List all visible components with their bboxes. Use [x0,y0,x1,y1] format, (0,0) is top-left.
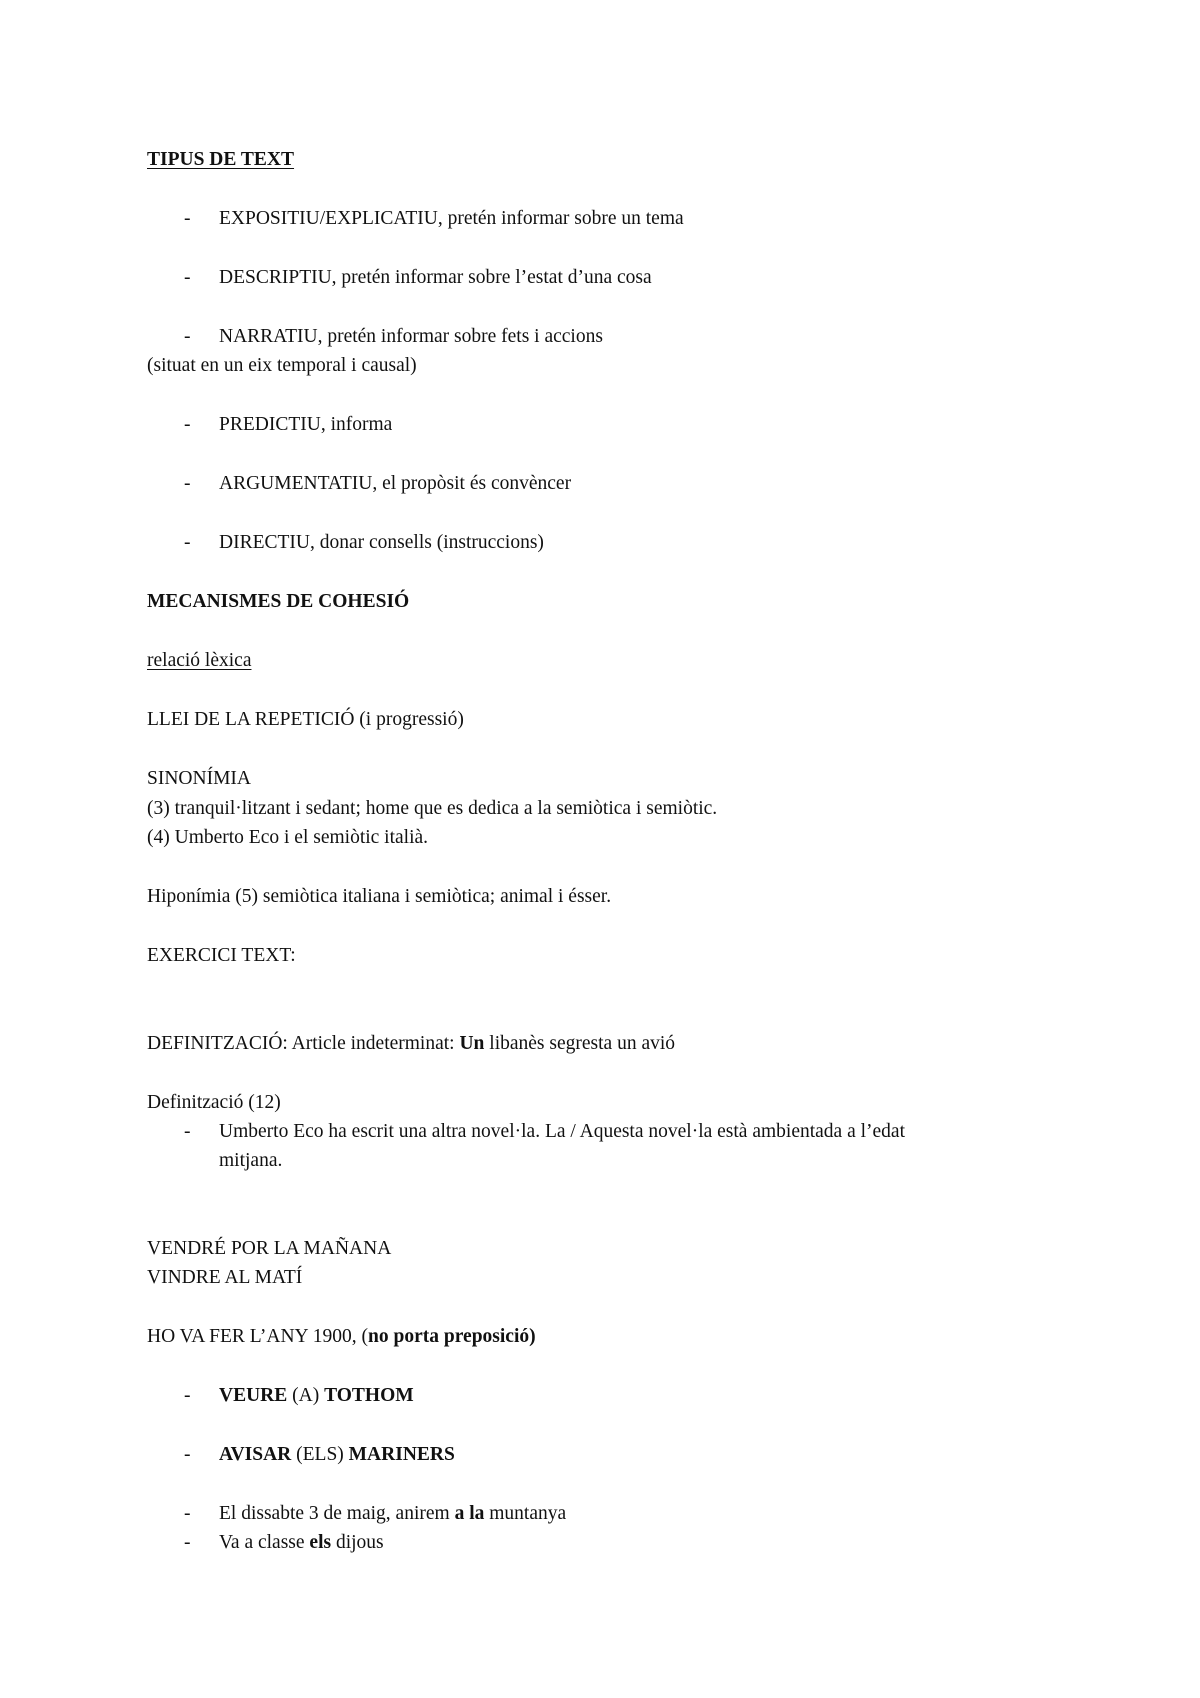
llei-repeticio: LLEI DE LA REPETICIÓ (i progressió) [147,709,464,730]
definitzacio-line [147,1034,675,1054]
list-item: EXPOSITIU/EXPLICATIU, pretén informar sobre un tema [219,208,684,229]
definitzacio-prefix: DEFINITZACIÓ: Article indeterminat: [147,1033,460,1054]
bullet-dash: - [184,267,191,288]
bullet-dash: - [184,473,191,494]
veure-b2: TOTHOM [324,1385,414,1406]
heading-mecanismes: MECANISMES DE COHESIÓ [147,591,410,612]
definitzacio-suffix: libanès segresta un avió [484,1033,676,1054]
sinonimia-example-4: (4) Umberto Eco i el semiòtic italià. [147,827,429,848]
bullet-dash: - [184,414,191,435]
example-dissabte [219,1504,566,1524]
dissabte-post: muntanya [484,1503,567,1524]
bullet-dash: - [184,1121,191,1142]
bullet-dash: - [184,208,191,229]
avisar-b2: MARINERS [348,1444,455,1465]
list-item: ARGUMENTATIU, el propòsit és convèncer [219,473,572,494]
bullet-dash: - [184,1444,191,1465]
list-item: DIRECTIU, donar consells (instruccions) [219,532,544,553]
sinonimia-title: SINONÍMIA [147,768,251,789]
subheading-relacio-lexica: relació lèxica [147,650,252,671]
bullet-dash: - [184,1503,191,1524]
example-spanish: VENDRÉ POR LA MAÑANA [147,1238,392,1259]
definitzacio-item-line2: mitjana. [219,1150,283,1171]
avisar-b1: AVISAR [219,1444,292,1465]
dissabte-pre: El dissabte 3 de maig, anirem [219,1503,455,1524]
example-veure [219,1386,414,1406]
definitzacio-bold: Un [459,1033,485,1054]
veure-b1: VEURE [219,1385,288,1406]
classe-pre: Va a classe [219,1532,310,1553]
example-any-1900 [147,1327,536,1347]
classe-post: dijous [331,1532,384,1553]
veure-mid: (A) [287,1385,325,1406]
exercici-text: EXERCICI TEXT: [147,945,296,966]
bullet-dash: - [184,326,191,347]
bullet-dash: - [184,1385,191,1406]
sinonimia-example-3: (3) tranquil·litzant i sedant; home que es dedica a la semiòtica i semiòtic. [147,798,718,819]
bullet-dash: - [184,532,191,553]
classe-bold: els [309,1532,332,1553]
any-prefix: HO VA FER L’ANY 1900, ( [147,1326,369,1347]
avisar-mid: (ELS) [291,1444,349,1465]
list-item: NARRATIU, pretén informar sobre fets i accions [219,326,603,347]
definitzacio-title: Definització (12) [147,1092,281,1113]
list-item: PREDICTIU, informa [219,414,393,435]
any-bold: no porta preposició) [368,1326,536,1347]
example-avisar [219,1445,455,1465]
example-catalan: VINDRE AL MATÍ [147,1267,303,1288]
example-classe [219,1533,384,1553]
hiponimia-line: Hiponímia (5) semiòtica italiana i semiòtica; animal i ésser. [147,886,612,907]
heading-tipus-de-text: TIPUS DE TEXT [147,149,295,170]
list-item: DESCRIPTIU, pretén informar sobre l’estat d’una cosa [219,267,652,288]
bullet-dash: - [184,1532,191,1553]
definitzacio-item-line1: Umberto Eco ha escrit una altra novel·la. La / Aquesta novel·la està ambientada a l’edat [219,1121,906,1142]
dissabte-bold: a la [454,1503,485,1524]
narratiu-note: (situat en un eix temporal i causal) [147,355,417,376]
